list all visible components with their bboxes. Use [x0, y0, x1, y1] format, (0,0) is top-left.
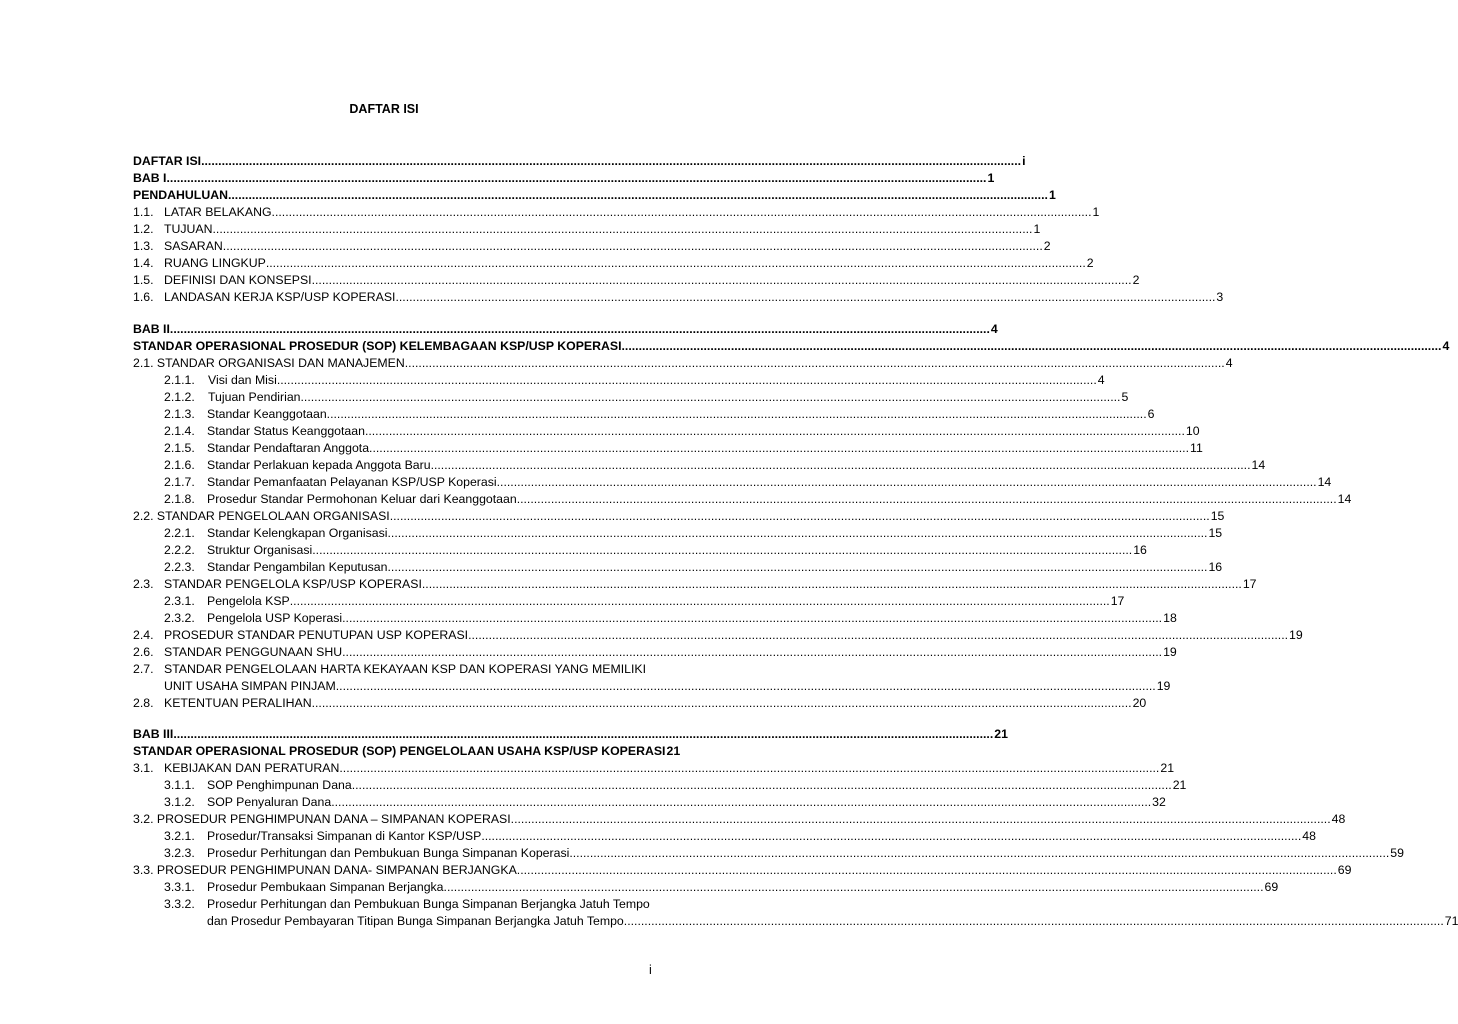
toc-entry-page: 15 — [1208, 526, 1223, 540]
toc-entry-page: 3 — [1216, 290, 1224, 304]
toc-entry-page: 16 — [1133, 543, 1147, 557]
toc-entry-page: 19 — [1163, 645, 1177, 659]
toc-entry-page: 14 — [1251, 458, 1266, 472]
toc-entry[interactable] — [133, 726, 1008, 743]
toc-entry[interactable] — [164, 678, 1171, 695]
toc-leader-dots — [277, 372, 1097, 389]
toc-leader-dots — [290, 593, 1110, 610]
toc-entry[interactable] — [133, 153, 1026, 170]
toc-leader-dots — [331, 794, 1151, 811]
toc-entry-number: 2.1.3. — [164, 407, 195, 421]
toc-entry-page: 71 — [1444, 914, 1458, 928]
toc-leader-dots — [342, 644, 1162, 661]
toc-leader-dots — [481, 828, 1301, 845]
toc-leader-dots — [387, 525, 1207, 542]
toc-entry-label: STANDAR PENGGUNAAN SHU — [164, 645, 343, 659]
toc-entry-label: Prosedur Perhitungan dan Pembukuan Bunga Simpanan Berjangka Jatuh Tempo — [207, 897, 650, 911]
toc-entry-page: 16 — [1208, 560, 1223, 574]
toc-leader-dots — [517, 491, 1337, 508]
toc-entry[interactable] — [164, 794, 1166, 811]
toc-entry[interactable] — [164, 525, 1223, 542]
toc-entry-page: 1 — [987, 171, 995, 185]
toc-entry[interactable] — [164, 491, 1352, 508]
toc-entry[interactable] — [164, 423, 1200, 440]
toc-entry-label: Prosedur/Transaksi Simpanan di Kantor KSP/USP — [207, 829, 482, 843]
toc-entry-page: 69 — [1264, 880, 1279, 894]
toc-entry-label: dan Prosedur Pembayaran Titipan Bunga Simpanan Berjangka Jatuh Tempo — [207, 914, 624, 928]
toc-entry[interactable] — [133, 170, 995, 187]
toc-entry-page: 18 — [1163, 611, 1177, 625]
toc-entry[interactable] — [133, 289, 1224, 306]
toc-entry-page: 48 — [1331, 812, 1346, 826]
toc-entry-number: 2.1.6. — [164, 458, 195, 472]
toc-leader-dots — [266, 255, 1086, 272]
page-title: DAFTAR ISI — [349, 102, 419, 116]
toc-entry-label: Standar Kelengkapan Organisasi — [207, 526, 388, 540]
toc-entry-number: 2.1.1. — [164, 373, 195, 387]
toc-entry[interactable] — [133, 321, 998, 338]
toc-entry-label: LANDASAN KERJA KSP/USP KOPERASI — [164, 290, 396, 304]
toc-entry-page: i — [1022, 154, 1026, 168]
toc-entry-page: 15 — [1210, 509, 1225, 523]
toc-entry-number: 2.3.2. — [164, 611, 195, 625]
toc-leader-dots — [405, 355, 1225, 372]
toc-entry[interactable] — [164, 610, 1177, 627]
toc-entry-page: 21 — [1160, 761, 1175, 775]
toc-leader-dots — [517, 862, 1337, 879]
toc-entry-label: Standar Pemanfaatan Pelayanan KSP/USP Koperasi — [207, 475, 497, 489]
toc-entry[interactable] — [133, 862, 1352, 879]
toc-entry-page: 21 — [994, 727, 1008, 741]
toc-entry-number: 2.1.8. — [164, 492, 195, 506]
toc-leader-dots — [444, 879, 1264, 896]
toc-entry[interactable] — [164, 896, 652, 913]
toc-leader-dots — [228, 187, 1048, 204]
toc-entry-page: 21 — [1172, 778, 1187, 792]
footer-page-number: i — [649, 963, 652, 977]
toc-entry-number: 2.1.4. — [164, 424, 195, 438]
toc-entry-label: Prosedur Perhitungan dan Pembukuan Bunga Simpanan Koperasi — [207, 846, 570, 860]
toc-entry-label: BAB I — [133, 171, 167, 185]
toc-entry-label: UNIT USAHA SIMPAN PINJAM — [164, 679, 336, 693]
toc-entry[interactable] — [133, 695, 1147, 712]
toc-leader-dots — [312, 542, 1132, 559]
toc-entry-number: 3.3.1. — [164, 880, 195, 894]
toc-leader-dots — [622, 338, 1442, 355]
toc-entry-label: BAB II — [133, 322, 170, 336]
toc-entry[interactable] — [133, 644, 1177, 661]
toc-leader-dots — [369, 440, 1189, 457]
toc-entry-label: Tujuan Pendirian — [208, 390, 301, 404]
toc-entry-number: 3.1.2. — [164, 795, 195, 809]
toc-entry-label: Standar Perlakuan kepada Anggota Baru — [207, 458, 431, 472]
toc-entry[interactable] — [164, 406, 1155, 423]
toc-entry-label: STANDAR PENGELOLA KSP/USP KOPERASI — [164, 577, 422, 591]
toc-entry[interactable] — [164, 372, 1105, 389]
toc-entry-number: 2.3. — [133, 577, 154, 591]
toc-entry-label: Standar Keanggotaan — [207, 407, 327, 421]
toc-leader-dots — [312, 695, 1132, 712]
toc-entry[interactable] — [133, 338, 1450, 355]
toc-entry-page: 14 — [1337, 492, 1352, 506]
toc-entry-page: 2 — [1132, 273, 1140, 287]
toc-entry-number: 1.2. — [133, 222, 154, 236]
toc-entry-number: 3.2.3. — [164, 846, 195, 860]
toc-entry-page: 1 — [1048, 188, 1056, 202]
toc-entry-page: 69 — [1337, 863, 1352, 877]
toc-entry-page: 2 — [1086, 256, 1094, 270]
toc-entry-label: STANDAR PENGELOLAAN HARTA KEKAYAAN KSP DAN KOPERASI YANG MEMILIKI — [164, 662, 646, 676]
toc-entry-label: BAB III — [133, 727, 174, 741]
toc-entry-label: DEFINISI DAN KONSEPSI — [164, 273, 312, 287]
toc-entry-label: Standar Pengambilan Keputusan — [207, 560, 388, 574]
toc-entry-label: SOP Penghimpunan Dana — [207, 778, 352, 792]
toc-entry-page: 4 — [1225, 356, 1233, 370]
toc-leader-dots — [213, 221, 1033, 238]
toc-entry[interactable] — [133, 221, 1041, 238]
toc-entry-label: SASARAN — [164, 239, 223, 253]
toc-entry-label: SOP Penyaluran Dana — [207, 795, 332, 809]
toc-entry-label: Pengelola KSP — [207, 594, 290, 608]
toc-entry-label: 3.2. PROSEDUR PENGHIMPUNAN DANA – SIMPANAN KOPERASI — [133, 812, 511, 826]
toc-entry[interactable] — [207, 913, 1458, 930]
toc-entry-label: 2.1. STANDAR ORGANISASI DAN MANAJEMEN — [133, 356, 405, 370]
toc-entry[interactable] — [133, 204, 1100, 221]
toc-entry-number: 3.1.1. — [164, 778, 195, 792]
toc-entry-number: 1.4. — [133, 256, 154, 270]
toc-entry[interactable] — [133, 760, 1175, 777]
toc-entry[interactable] — [164, 457, 1266, 474]
toc-leader-dots — [272, 204, 1092, 221]
toc-entry-label: STANDAR OPERASIONAL PROSEDUR (SOP) KELEMBAGAAN KSP/USP KOPERASI — [133, 339, 622, 353]
toc-entry-number: 2.7. — [133, 662, 154, 676]
toc-entry-page: 17 — [1110, 594, 1125, 608]
toc-entry[interactable] — [164, 389, 1129, 406]
toc-entry-number: 2.8. — [133, 696, 154, 710]
toc-entry-page: 20 — [1132, 696, 1147, 710]
toc-entry-number: 1.6. — [133, 290, 154, 304]
toc-entry-number: 2.6. — [133, 645, 154, 659]
toc-leader-dots — [327, 406, 1147, 423]
toc-entry-label: RUANG LINGKUP — [164, 256, 266, 270]
toc-entry-page: 32 — [1152, 795, 1166, 809]
toc-entry[interactable] — [164, 474, 1332, 491]
toc-leader-dots — [511, 811, 1331, 828]
toc-entry-page: 19 — [1156, 679, 1171, 693]
toc-entry-label: KETENTUAN PERALIHAN — [164, 696, 312, 710]
toc-leader-dots — [166, 170, 986, 187]
toc-leader-dots — [468, 627, 1288, 644]
toc-entry-page: 6 — [1147, 407, 1155, 421]
toc-entry[interactable] — [133, 811, 1346, 828]
toc-entry[interactable] — [164, 440, 1203, 457]
toc-entry-page: 59 — [1390, 846, 1404, 860]
toc-entry-label: Prosedur Standar Permohonan Keluar dari Keanggotaan — [207, 492, 517, 506]
toc-entry-number: 3.1. — [133, 761, 154, 775]
toc-leader-dots — [431, 457, 1251, 474]
toc-entry-number: 2.1.7. — [164, 475, 195, 489]
toc-leader-dots — [624, 913, 1444, 930]
toc-entry-page: 19 — [1289, 628, 1303, 642]
toc-entry-number: 1.3. — [133, 239, 154, 253]
toc-entry[interactable] — [164, 845, 1404, 862]
toc-entry[interactable] — [164, 542, 1147, 559]
toc-entry-page: 10 — [1185, 424, 1200, 438]
toc-leader-dots — [312, 272, 1132, 289]
toc-entry-label: LATAR BELAKANG — [164, 205, 272, 219]
toc-leader-dots — [339, 760, 1159, 777]
toc-entry[interactable] — [164, 559, 1223, 576]
toc-entry-page: 1 — [1033, 222, 1041, 236]
toc-leader-dots — [352, 777, 1172, 794]
toc-entry-label: PENDAHULUAN — [133, 188, 228, 202]
toc-entry[interactable] — [164, 593, 1125, 610]
toc-entry[interactable] — [133, 355, 1233, 372]
toc-entry-label: Prosedur Pembukaan Simpanan Berjangka — [207, 880, 444, 894]
toc-entry-page: 4 — [1442, 339, 1450, 353]
toc-entry[interactable] — [133, 743, 681, 760]
toc-entry-page: 1 — [1092, 205, 1100, 219]
toc-leader-dots — [336, 678, 1156, 695]
toc-entry-label: KEBIJAKAN DAN PERATURAN — [164, 761, 340, 775]
toc-entry[interactable] — [164, 879, 1279, 896]
toc-entry[interactable] — [133, 255, 1094, 272]
toc-entry-number: 1.5. — [133, 273, 154, 287]
toc-entry-label: Pengelola USP Koperasi — [207, 611, 343, 625]
toc-entry-number: 1.1. — [133, 205, 154, 219]
toc-entry-number: 2.4. — [133, 628, 154, 642]
toc-entry-page: 14 — [1317, 475, 1332, 489]
toc-entry[interactable] — [133, 508, 1225, 525]
toc-entry-label: Struktur Organisasi — [207, 543, 313, 557]
toc-entry[interactable] — [164, 777, 1187, 794]
toc-leader-dots — [173, 726, 993, 743]
toc-leader-dots — [422, 576, 1242, 593]
toc-leader-dots — [201, 153, 1021, 170]
toc-entry-page: 48 — [1302, 829, 1316, 843]
toc-entry-number: 2.3.1. — [164, 594, 195, 608]
toc-leader-dots — [223, 238, 1043, 255]
toc-entry-number: 2.2.3. — [164, 560, 195, 574]
toc-entry[interactable] — [133, 576, 1257, 593]
toc-leader-dots — [395, 289, 1215, 306]
toc-entry-page: 2 — [1043, 239, 1051, 253]
toc-entry-number: 3.2.1. — [164, 829, 195, 843]
toc-entry-label: STANDAR OPERASIONAL PROSEDUR (SOP) PENGELOLAAN USAHA KSP/USP KOPERASI — [133, 744, 666, 758]
toc-entry-label: DAFTAR ISI — [133, 154, 202, 168]
toc-entry-label: TUJUAN — [164, 222, 213, 236]
toc-entry-page: 17 — [1242, 577, 1257, 591]
toc-leader-dots — [569, 845, 1389, 862]
toc-leader-dots — [342, 610, 1162, 627]
toc-entry-page: 5 — [1121, 390, 1129, 404]
toc-entry[interactable] — [164, 828, 1316, 845]
toc-leader-dots — [365, 423, 1185, 440]
toc-leader-dots — [497, 474, 1317, 491]
toc-entry-number: 2.2.1. — [164, 526, 195, 540]
toc-entry-label: Visi dan Misi — [208, 373, 277, 387]
toc-entry-page: 4 — [1097, 373, 1105, 387]
toc-leader-dots — [388, 559, 1208, 576]
toc-entry-number: 3.3.2. — [164, 897, 195, 911]
toc-leader-dots — [390, 508, 1210, 525]
toc-leader-dots — [301, 389, 1121, 406]
toc-entry-number: 2.1.5. — [164, 441, 195, 455]
toc-entry[interactable] — [133, 661, 652, 678]
toc-entry-page: 11 — [1190, 441, 1203, 455]
toc-entry[interactable] — [133, 238, 1051, 255]
toc-entry-label: Standar Pendaftaran Anggota — [207, 441, 370, 455]
toc-leader-dots — [170, 321, 990, 338]
toc-entry[interactable] — [133, 627, 1303, 644]
toc-entry-label: 2.2. STANDAR PENGELOLAAN ORGANISASI — [133, 509, 390, 523]
toc-entry-page: 21 — [666, 744, 681, 758]
toc-entry-label: 3.3. PROSEDUR PENGHIMPUNAN DANA- SIMPANAN BERJANGKA — [133, 863, 517, 877]
toc-entry-page: 4 — [990, 322, 998, 336]
toc-entry-number: 2.1.2. — [164, 390, 195, 404]
toc-entry-label: PROSEDUR STANDAR PENUTUPAN USP KOPERASI — [164, 628, 469, 642]
toc-entry-label: Standar Status Keanggotaan — [207, 424, 365, 438]
toc-entry-number: 2.2.2. — [164, 543, 195, 557]
toc-entry[interactable] — [133, 187, 1056, 204]
toc-entry[interactable] — [133, 272, 1140, 289]
